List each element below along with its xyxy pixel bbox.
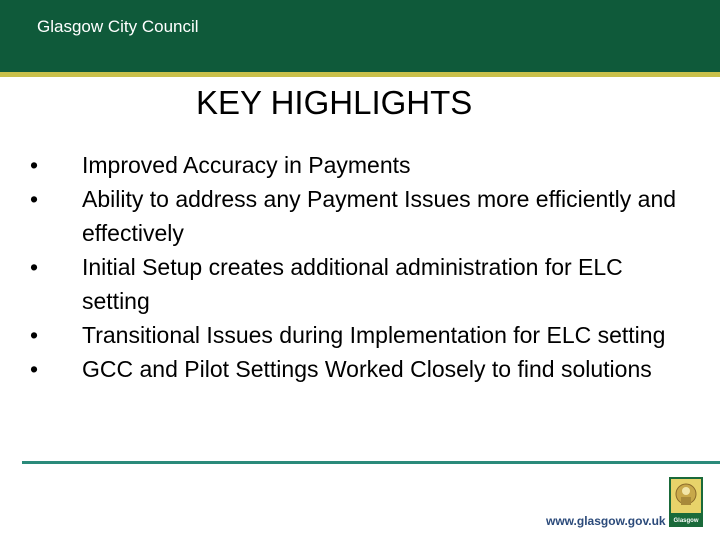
footer-divider xyxy=(22,461,720,464)
organization-name: Glasgow City Council xyxy=(37,17,199,36)
bullet-item xyxy=(26,250,686,318)
bullet-item xyxy=(26,318,686,352)
bullet-marker: • xyxy=(30,322,39,348)
bullet-text: Transitional Issues during Implementation for ELC setting xyxy=(82,322,666,348)
bullet-marker: • xyxy=(30,254,39,280)
bullet-marker: • xyxy=(30,186,39,212)
bullet-list xyxy=(26,148,686,386)
bullet-marker: • xyxy=(30,356,39,382)
website-url: www.glasgow.gov.uk xyxy=(546,514,666,528)
header-accent-line xyxy=(0,72,720,77)
bullet-item xyxy=(26,352,686,386)
bullet-text: Initial Setup creates additional administration for ELC setting xyxy=(82,254,623,314)
bullet-text: GCC and Pilot Settings Worked Closely to find solutions xyxy=(82,356,652,382)
glasgow-crest-icon xyxy=(669,477,703,527)
svg-text:Glasgow: Glasgow xyxy=(673,518,699,524)
slide-title: KEY HIGHLIGHTS xyxy=(196,84,473,121)
bullet-marker: • xyxy=(30,152,39,178)
bullet-item xyxy=(26,182,686,250)
bullet-text: Ability to address any Payment Issues more efficiently and effectively xyxy=(82,186,677,246)
bullet-text: Improved Accuracy in Payments xyxy=(82,152,411,178)
bullet-item xyxy=(26,148,686,182)
